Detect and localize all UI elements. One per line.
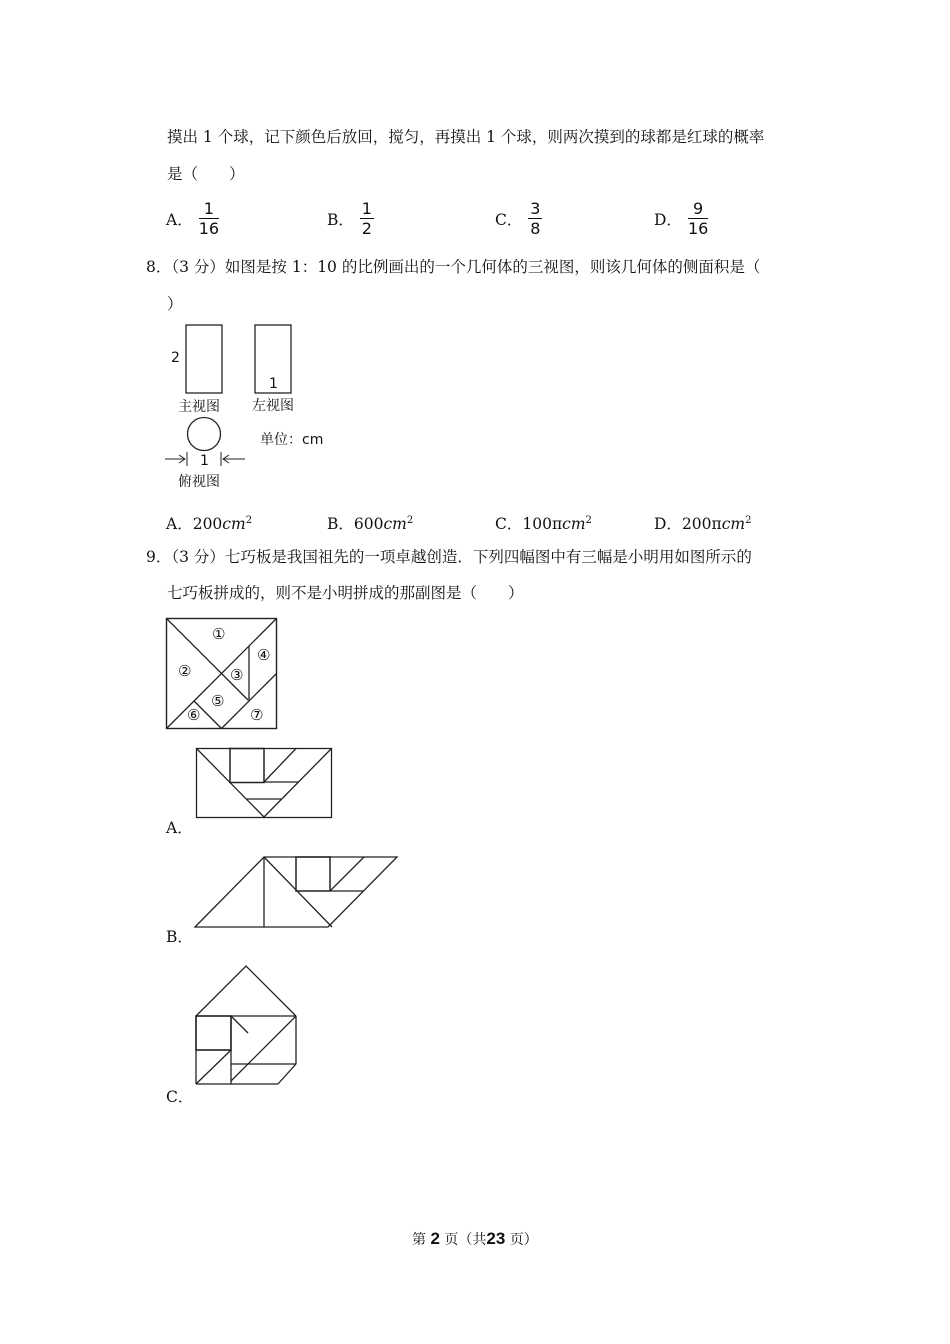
option-letter: D． — [654, 515, 682, 534]
dim-diameter-label: 1 — [200, 453, 209, 469]
piece-label-7: ⑦ — [250, 706, 264, 724]
option-letter: C． — [495, 515, 523, 534]
q9-text-line1: 9．（3 分）七巧板是我国祖先的一项卓越创造．下列四幅图中有三幅是小明用如图所示的 — [146, 548, 752, 566]
option-unit: cm — [562, 515, 586, 534]
q8-text-line2: ） — [167, 295, 183, 313]
q7-text-line2: 是（ ） — [167, 165, 245, 183]
footer-page-number: 2 — [430, 1229, 440, 1248]
option-value: 200 — [681, 515, 712, 534]
option-b-figure — [194, 856, 400, 930]
front-view-rect — [186, 325, 222, 393]
three-view-figure — [160, 318, 360, 498]
option-letter: A． — [166, 210, 193, 229]
tangram-reference — [166, 618, 278, 730]
option-letter: D． — [654, 210, 682, 229]
numerator: 1 — [203, 199, 214, 218]
front-view-label: 主视图 — [178, 399, 220, 415]
option-a-figure — [196, 748, 334, 820]
piece-label-4: ④ — [257, 646, 271, 664]
q7-option-d[interactable] — [654, 200, 708, 237]
piece-label-6: ⑥ — [187, 706, 201, 724]
footer-prefix: 第 — [412, 1232, 426, 1248]
numerator: 9 — [693, 199, 704, 218]
option-exponent: 2 — [245, 515, 253, 526]
option-value: 100 — [522, 515, 552, 534]
fraction — [688, 200, 708, 237]
fraction — [199, 200, 219, 237]
denominator: 16 — [198, 219, 220, 238]
q8-option-b[interactable] — [327, 511, 413, 534]
footer-mid: 页（共 — [444, 1232, 487, 1248]
page-footer — [412, 1229, 538, 1249]
option-a-drawing — [196, 748, 334, 820]
option-pi: π — [551, 515, 563, 534]
option-c-figure — [194, 964, 300, 1086]
footer-total-pages: 23 — [486, 1229, 506, 1248]
q7-option-c[interactable] — [495, 200, 542, 237]
denominator: 8 — [530, 219, 541, 238]
piece-label-1: ① — [212, 625, 226, 643]
denominator: 2 — [361, 219, 372, 238]
top-view-label: 俯视图 — [178, 474, 220, 490]
option-exponent: 2 — [585, 515, 592, 526]
option-letter: A． — [166, 515, 193, 534]
option-unit: cm — [222, 515, 246, 534]
option-b-label[interactable]: B． — [166, 928, 193, 946]
option-letter: C． — [495, 210, 523, 229]
denominator: 16 — [687, 219, 709, 238]
q8-text-line1: 8．（3 分）如图是按 1：10 的比例画出的一个几何体的三视图，则该几何体的侧面积是（ — [146, 258, 761, 276]
piece-label-3: ③ — [230, 666, 244, 684]
option-exponent: 2 — [406, 515, 414, 526]
option-unit: cm — [383, 515, 407, 534]
option-value: 600 — [353, 515, 384, 534]
numerator: 3 — [530, 199, 541, 218]
option-c-label[interactable]: C． — [166, 1088, 194, 1106]
q8-option-a[interactable] — [166, 511, 252, 534]
top-view-circle — [188, 418, 221, 451]
fraction — [528, 200, 542, 237]
option-a-label[interactable]: A． — [166, 819, 193, 837]
option-letter: B． — [327, 515, 354, 534]
piece-label-2: ② — [178, 662, 192, 680]
footer-suffix: 页） — [509, 1232, 538, 1248]
option-b-drawing — [194, 856, 400, 930]
fraction — [360, 200, 374, 237]
numerator: 1 — [361, 199, 372, 218]
unit-label: 单位：cm — [260, 432, 324, 448]
q7-option-b[interactable] — [327, 200, 374, 237]
left-view-label: 左视图 — [252, 398, 294, 414]
q8-option-c[interactable] — [495, 511, 592, 534]
option-unit: cm — [721, 515, 746, 534]
q9-text-line2: 七巧板拼成的，则不是小明拼成的那副图是（ ） — [167, 584, 524, 602]
dim-width-label: 1 — [269, 376, 278, 392]
q7-option-a[interactable] — [166, 200, 219, 237]
piece-label-5: ⑤ — [211, 692, 225, 710]
dim-height-label: 2 — [171, 350, 180, 366]
option-value: 200 — [192, 515, 223, 534]
option-exponent: 2 — [745, 515, 752, 526]
q7-text-line1: 摸出 1 个球，记下颜色后放回，搅匀，再摸出 1 个球，则两次摸到的球都是红球的概率 — [167, 128, 765, 146]
option-pi: π — [711, 515, 722, 534]
option-letter: B． — [327, 210, 354, 229]
option-c-drawing — [194, 964, 300, 1086]
q8-option-d[interactable] — [654, 511, 751, 534]
